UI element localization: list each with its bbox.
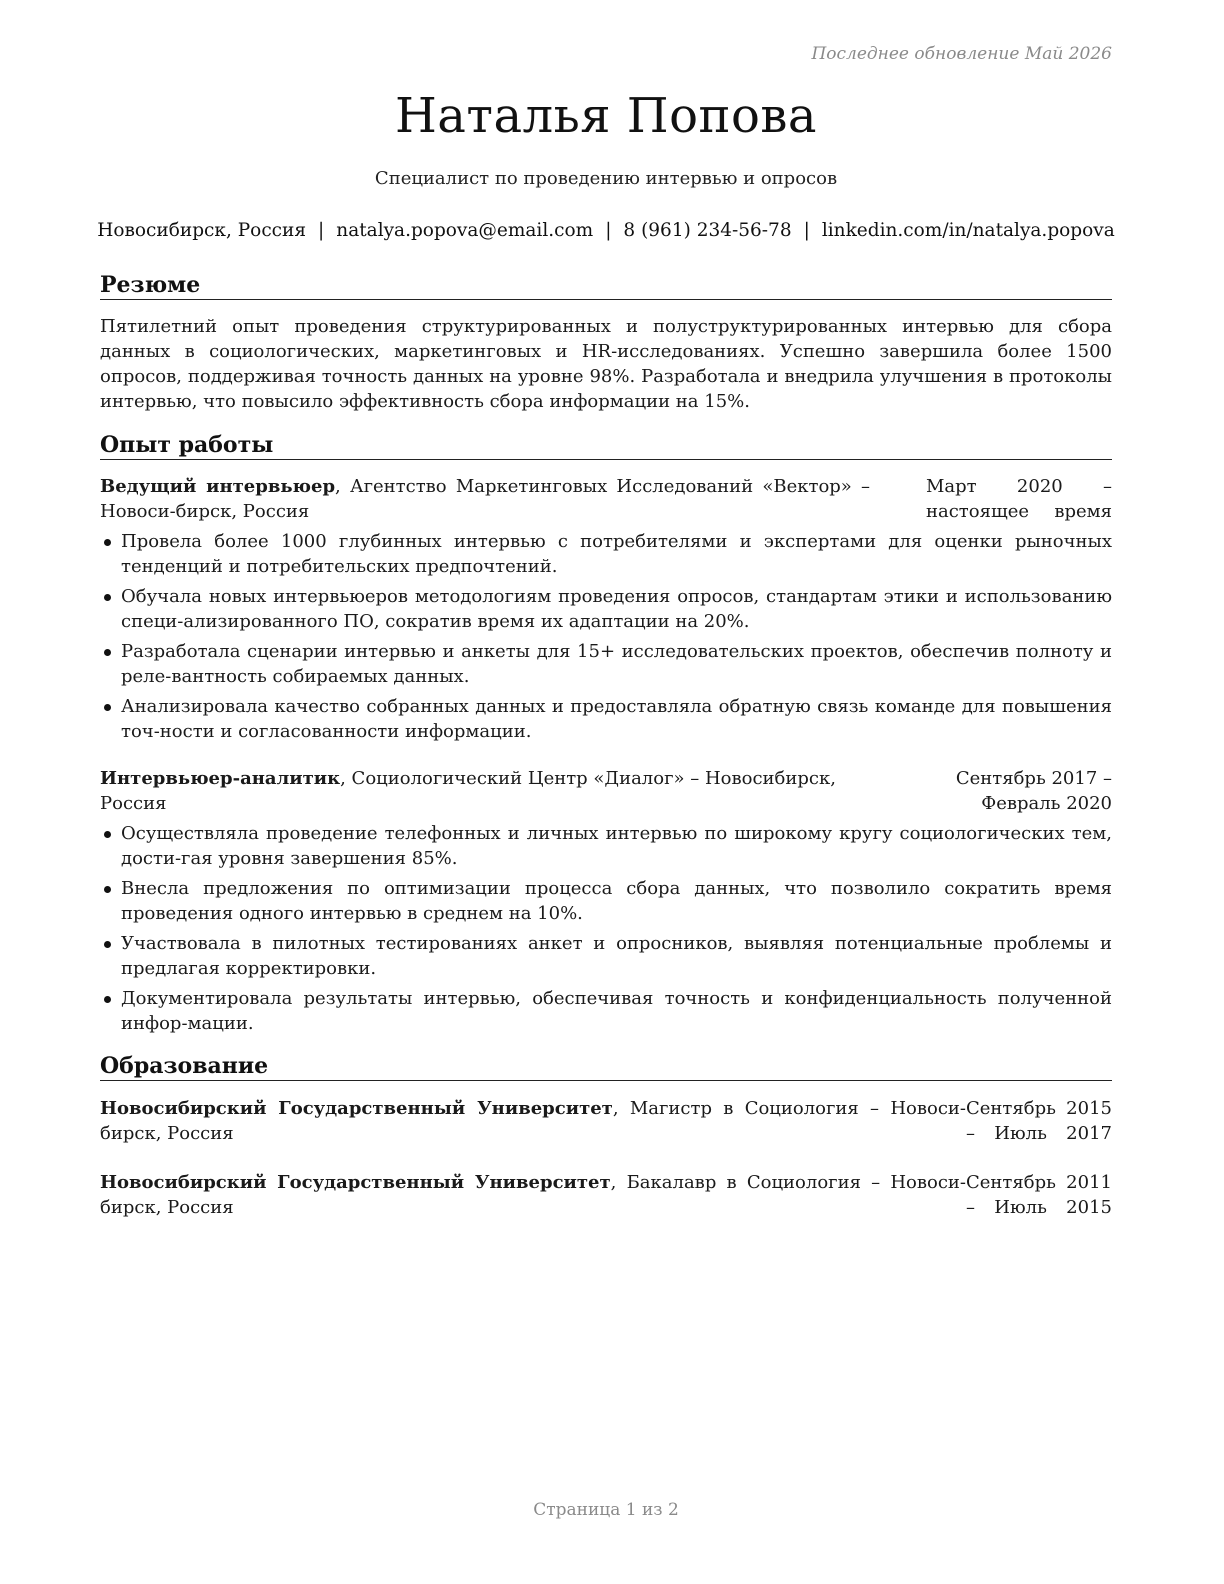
list-item: Внесла предложения по оптимизации процесса сбора данных, что позволило сократить время проведения одного интервью в среднем на 10%. — [100, 876, 1112, 926]
education-dates: Сентябрь 2011 – Июль 2015 — [966, 1172, 1112, 1218]
contact-city: Новосибирск, Россия — [97, 220, 307, 241]
degree-detail: , Магистр в Социология – Новоси-бирск, Россия — [100, 1098, 966, 1144]
section-heading-summary: Резюме — [100, 272, 1112, 300]
education-entry-header — [100, 1096, 1112, 1146]
job-bullets — [100, 821, 1112, 1036]
job-organization: , Агентство Маркетинговых Исследований «Вектор» – Новоси-бирск, Россия — [100, 476, 871, 522]
contact-email[interactable]: natalya.popova@email.com — [336, 220, 594, 241]
list-item: Участвовала в пилотных тестированиях анкет и опросников, выявляя потенциальные проблемы и предлагая корректировки. — [100, 931, 1112, 981]
experience-entry-header — [100, 474, 1112, 524]
summary-text: Пятилетний опыт проведения структурированных и полуструктурированных интервью для сбора данных в социологических, маркетинговых и HR-исследованиях. Успешно завершила более 1500 опросов, поддерживая точность данных на уровне 98%. Разработала и внедрила улучшения в протоколы интервью, что повысило эффективность сбора информации на 15%. — [100, 316, 1112, 412]
last-updated-note: Последнее обновление Май 2026 — [811, 44, 1112, 64]
list-item: Анализировала качество собранных данных и предоставляла обратную связь команде для повышения точ-ности и согласованности информации. — [100, 694, 1112, 744]
education-entry-title — [100, 1096, 966, 1146]
experience-entry — [100, 766, 1112, 1036]
contact-line — [80, 220, 1132, 241]
education-entry-header — [100, 1170, 1112, 1220]
job-dates: Сентябрь 2017 – Февраль 2020 — [955, 768, 1112, 814]
job-role: Интервьюер-аналитик — [100, 768, 341, 789]
list-item: Обучала новых интервьюеров методологиям проведения опросов, стандартам этики и использованию специ-ализированного ПО, сократив время их адаптации на 20%. — [100, 584, 1112, 634]
list-item: Документировала результаты интервью, обеспечивая точность и конфиденциальность полученной инфор-мации. — [100, 986, 1112, 1036]
list-item: Провела более 1000 глубинных интервью с потребителями и экспертами для оценки рыночных тенденций и потребительских предпочтений. — [100, 529, 1112, 579]
school-name: Новосибирский Государственный Университет — [100, 1098, 613, 1119]
contact-separator: | — [803, 220, 810, 241]
section-heading-education: Образование — [100, 1053, 1112, 1081]
contact-separator: | — [318, 220, 325, 241]
school-name: Новосибирский Государственный Университет — [100, 1172, 611, 1193]
contact-linkedin[interactable]: linkedin.com/in/natalya.popova — [821, 220, 1115, 241]
experience-entry-title — [100, 474, 870, 524]
person-name: Наталья Попова — [394, 88, 818, 144]
contact-separator: | — [605, 220, 612, 241]
experience-entry — [100, 474, 1112, 744]
degree-detail: , Бакалавр в Социология – Новоси-бирск, Россия — [100, 1172, 966, 1218]
job-bullets — [100, 529, 1112, 744]
job-title: Специалист по проведению интервью и опросов — [374, 168, 838, 189]
experience-entry-title — [100, 766, 870, 816]
education-entry — [100, 1170, 1112, 1220]
resume-page — [97, 0, 1115, 1584]
education-entry-title — [100, 1170, 966, 1220]
education-entry — [100, 1096, 1112, 1146]
job-organization: , Социологический Центр «Диалог» – Новосибирск, Россия — [100, 768, 836, 814]
job-role: Ведущий интервьюер — [100, 476, 336, 497]
education-dates: Сентябрь 2015 – Июль 2017 — [966, 1098, 1112, 1144]
contact-phone[interactable]: 8 (961) 234-56-78 — [623, 220, 792, 241]
section-heading-experience: Опыт работы — [100, 432, 1112, 460]
job-dates: Март 2020 – настоящее время — [926, 476, 1112, 522]
list-item: Разработала сценарии интервью и анкеты для 15+ исследовательских проектов, обеспечив полноту и реле-вантность собираемых данных. — [100, 639, 1112, 689]
page-number: Страница 1 из 2 — [533, 1500, 679, 1520]
experience-entry-header — [100, 766, 1112, 816]
list-item: Осуществляла проведение телефонных и личных интервью по широкому кругу социологических тем, дости-гая уровня завершения 85%. — [100, 821, 1112, 871]
